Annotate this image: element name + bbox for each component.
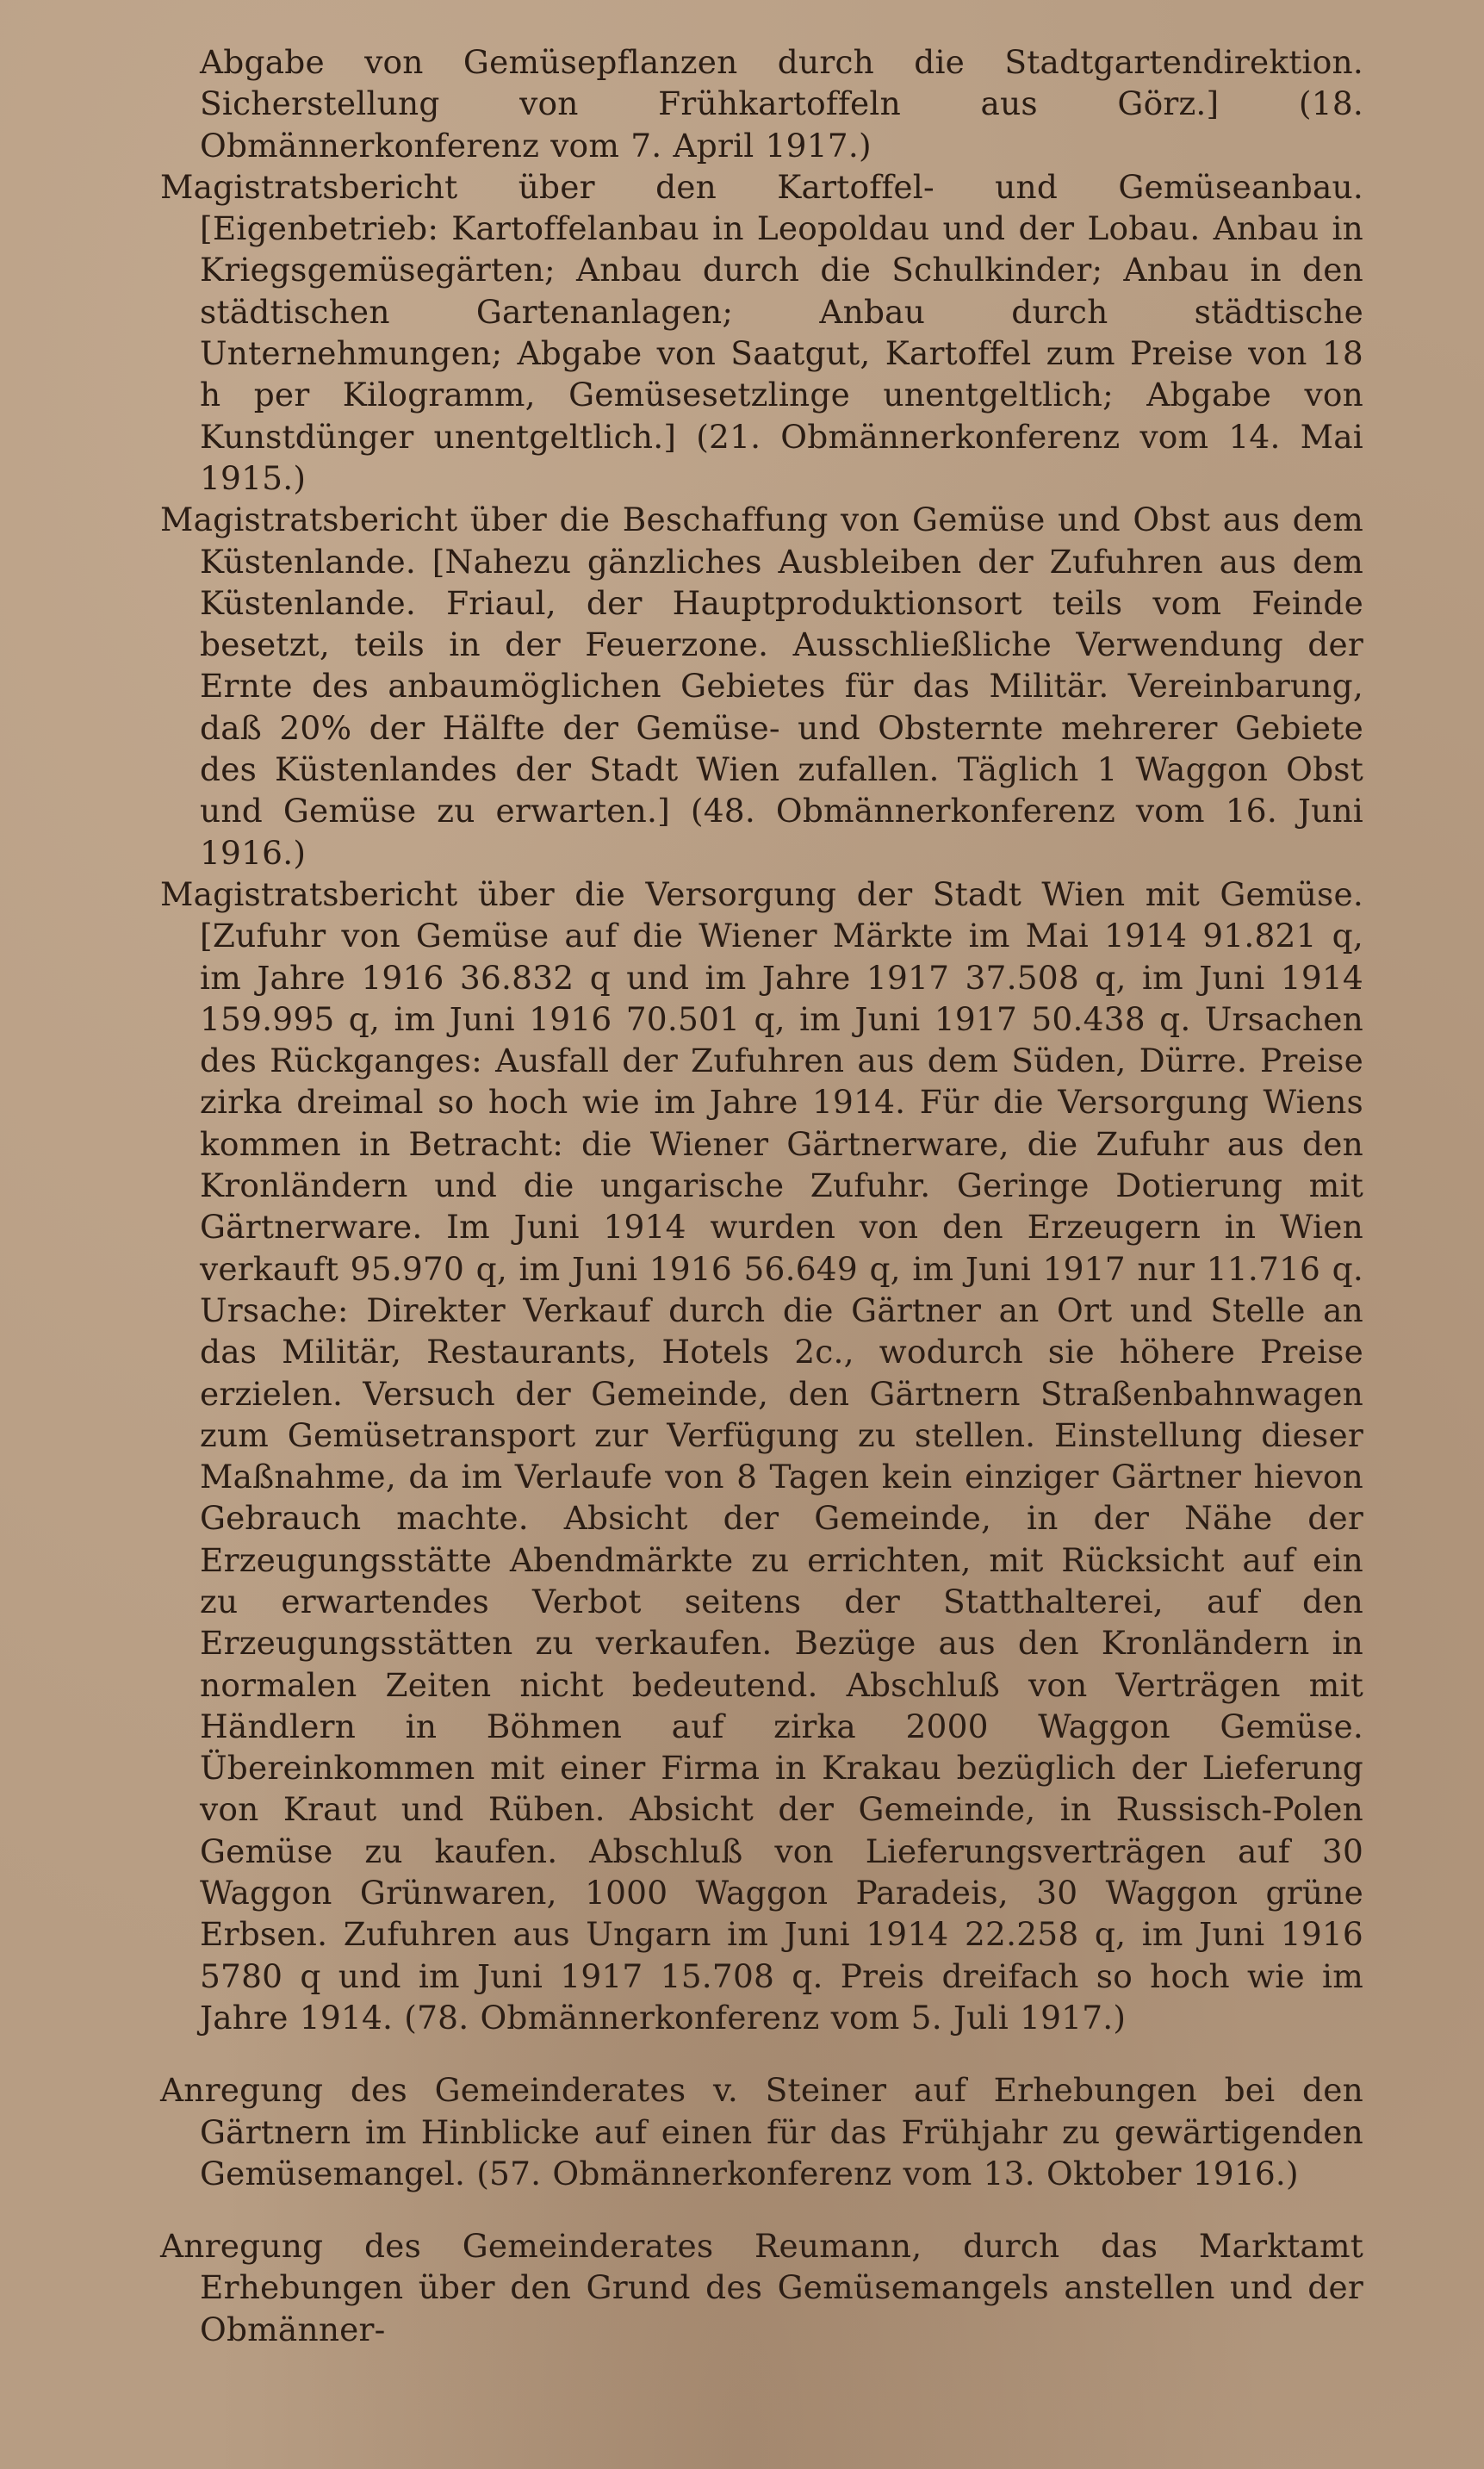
entry-kuestenlande: Magistratsbericht über die Beschaffung von Gemüse und Obst aus dem Küstenlande. [Nahezu gänzliches Ausbleiben der Zufuhren aus dem Küstenlande. Friaul, der Hauptproduktionsort teils vom Feinde besetzt, teils in der Feuerzone. Ausschließliche Verwendung der Ernte des anbaumöglichen Gebietes für das Militär. Vereinbarung, daß 20% der Hälfte der Gemüse- und Obsternte mehrerer Gebiete des Küstenlandes der Stadt Wien zufallen. Täglich 1 Waggon Obst und Gemüse zu erwarten.] (48. Obmännerkonferenz vom 16. Juni 1916.): [160, 501, 1363, 872]
entry-versorgung-wien-gemuese: Magistratsbericht über die Versorgung der Stadt Wien mit Gemüse. [Zufuhr von Gemüse auf die Wiener Märkte im Mai 1914 91.821 q, im Jahre 1916 36.832 q und im Jahre 1917 37.508 q, im Juni 1914 159.995 q, im Juni 1916 70.501 q, im Juni 1917 50.438 q. Ursachen des Rückganges: Ausfall der Zufuhren aus dem Süden, Dürre. Preise zirka dreimal so hoch wie im Jahre 1914. Für die Versorgung Wiens kommen in Betracht: die Wiener Gärtnerware, die Zufuhr aus den Kronländern und die ungarische Zufuhr. Geringe Dotierung mit Gärtnerware. Im Juni 1914 wurden von den Erzeugern in Wien verkauft 95.970 q, im Juni 1916 56.649 q, im Juni 1917 nur 11.716 q. Ursache: Direkter Verkauf durch die Gärtner an Ort und Stelle an das Militär, Restaurants, Hotels 2c., wodurch sie höhere Preise erzielen. Versuch der Gemeinde, den Gärtnern Straßenbahnwagen zum Gemüsetransport zur Verfügung zu stellen. Einstellung dieser Maßnahme, da im Verlaufe von 8 Tagen kein einziger Gärtner hievon Gebrauch machte. Absicht der Gemeinde, in der Nähe der Erzeugungsstätte Abendmärkte zu errichten, mit Rücksicht auf ein zu erwartendes Verbot seitens der Statthalterei, auf den Erzeugungsstätten zu verkaufen. Bezüge aus den Kronländern in normalen Zeiten nicht bedeutend. Abschluß von Verträgen mit Händlern in Böhmen auf zirka 2000 Waggon Gemüse. Übereinkommen mit einer Firma in Krakau bezüglich der Lieferung von Kraut und Rüben. Absicht der Gemeinde, in Russisch-Polen Gemüse zu kaufen. Abschluß von Lieferungsverträgen auf 30 Waggon Grünwaren, 1000 Waggon Paradeis, 30 Waggon grüne Erbsen. Zufuhren aus Ungarn im Juni 1914 22.258 q, im Juni 1916 5780 q und im Juni 1917 15.708 q. Preis dreifach so hoch wie im Jahre 1914. (78. Obmännerkonferenz vom 5. Juli 1917.): [160, 874, 1363, 2037]
entry-continuation-fruehkartoffeln: Abgabe von Gemüsepflanzen durch die Stadtgartendirektion. Sicherstellung von Frühkartoffeln aus Görz.] (18. Obmännerkonferenz vom 7. April 1917.): [200, 43, 1363, 165]
entry-anregung-steiner: Anregung des Gemeinderates v. Steiner auf Erhebungen bei den Gärtnern im Hinblicke auf einen für das Frühjahr zu gewärtigenden Gemüsemangel. (57. Obmännerkonferenz vom 13. Oktober 1916.): [160, 2071, 1363, 2192]
entry-anregung-reumann: Anregung des Gemeinderates Reumann, durch das Marktamt Erhebungen über den Grund des Gemüsemangels anstellen und der Obmänner-: [160, 2227, 1363, 2348]
entry-kartoffel-gemueseanbau: Magistratsbericht über den Kartoffel- und Gemüseanbau. [Eigenbetrieb: Kartoffelanbau in Leopoldau und der Lobau. Anbau in Kriegsgemüsegärten; Anbau durch die Schulkinder; Anbau in den städtischen Gartenanlagen; Anbau durch städtische Unternehmungen; Abgabe von Saatgut, Kartoffel zum Preise von 18 h per Kilogramm, Gemüsesetzlinge unentgeltlich; Abgabe von Kunstdünger unentgeltlich.] (21. Obmännerkonferenz vom 14. Mai 1915.): [160, 167, 1363, 497]
